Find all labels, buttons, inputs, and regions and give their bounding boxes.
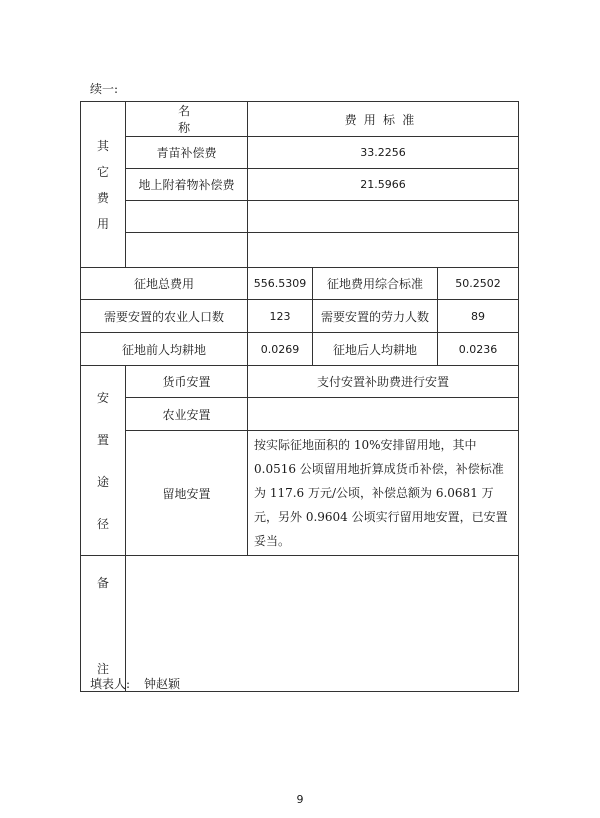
filler-line [90, 675, 180, 692]
page-number: 9 [296, 793, 304, 806]
monetary-resettlement-label: 货币安置 [126, 366, 248, 398]
total-fee-value: 556.5309 [248, 268, 313, 300]
agri-population-label: 需要安置的农业人口数 [81, 300, 248, 333]
fee-value-cell [248, 201, 519, 233]
other-fees-section-label: 其 它 费 用 [81, 102, 126, 268]
name-column-header: 名称 [126, 102, 248, 137]
fee-value-cell [248, 233, 519, 268]
fee-value-cell: 33.2256 [248, 137, 519, 169]
remarks-value [126, 556, 519, 692]
land-before-value: 0.0269 [248, 333, 313, 366]
remarks-label-bottom: 注 [96, 662, 109, 676]
combined-standard-label: 征地费用综合标准 [313, 268, 438, 300]
fee-name-cell: 青苗补偿费 [126, 137, 248, 169]
filler-label: 填表人: [90, 677, 131, 691]
total-fee-label: 征地总费用 [81, 268, 248, 300]
labor-count-value: 89 [438, 300, 519, 333]
labor-count-label: 需要安置的劳力人数 [313, 300, 438, 333]
remarks-label-top: 备 [96, 576, 109, 590]
reserved-land-label: 留地安置 [126, 431, 248, 556]
agri-population-value: 123 [248, 300, 313, 333]
fee-name-cell [126, 201, 248, 233]
fee-name-cell: 地上附着物补偿费 [126, 169, 248, 201]
fee-form-table [80, 101, 519, 692]
fee-name-cell [126, 233, 248, 268]
standard-column-header: 费用标准 [248, 102, 519, 137]
combined-standard-value: 50.2502 [438, 268, 519, 300]
continued-label: 续一: [90, 82, 119, 96]
land-after-label: 征地后人均耕地 [313, 333, 438, 366]
agricultural-resettlement-value [248, 398, 519, 431]
resettlement-section-label: 安 置 途 径 [81, 366, 126, 556]
fee-value-cell: 21.5966 [248, 169, 519, 201]
reserved-land-value: 按实际征地面积的 10%安排留用地，其中 0.0516 公顷留用地折算成货币补偿，补偿标准为 117.6 万元/公顷，补偿总额为 6.0681 万元，另外 0.9604 公顷实行留用地安置，已安置妥当。 [248, 431, 519, 556]
agricultural-resettlement-label: 农业安置 [126, 398, 248, 431]
land-after-value: 0.0236 [438, 333, 519, 366]
remarks-section-label [81, 556, 126, 692]
monetary-resettlement-value: 支付安置补助费进行安置 [248, 366, 519, 398]
filler-name: 钟赵颖 [144, 677, 181, 691]
land-before-label: 征地前人均耕地 [81, 333, 248, 366]
